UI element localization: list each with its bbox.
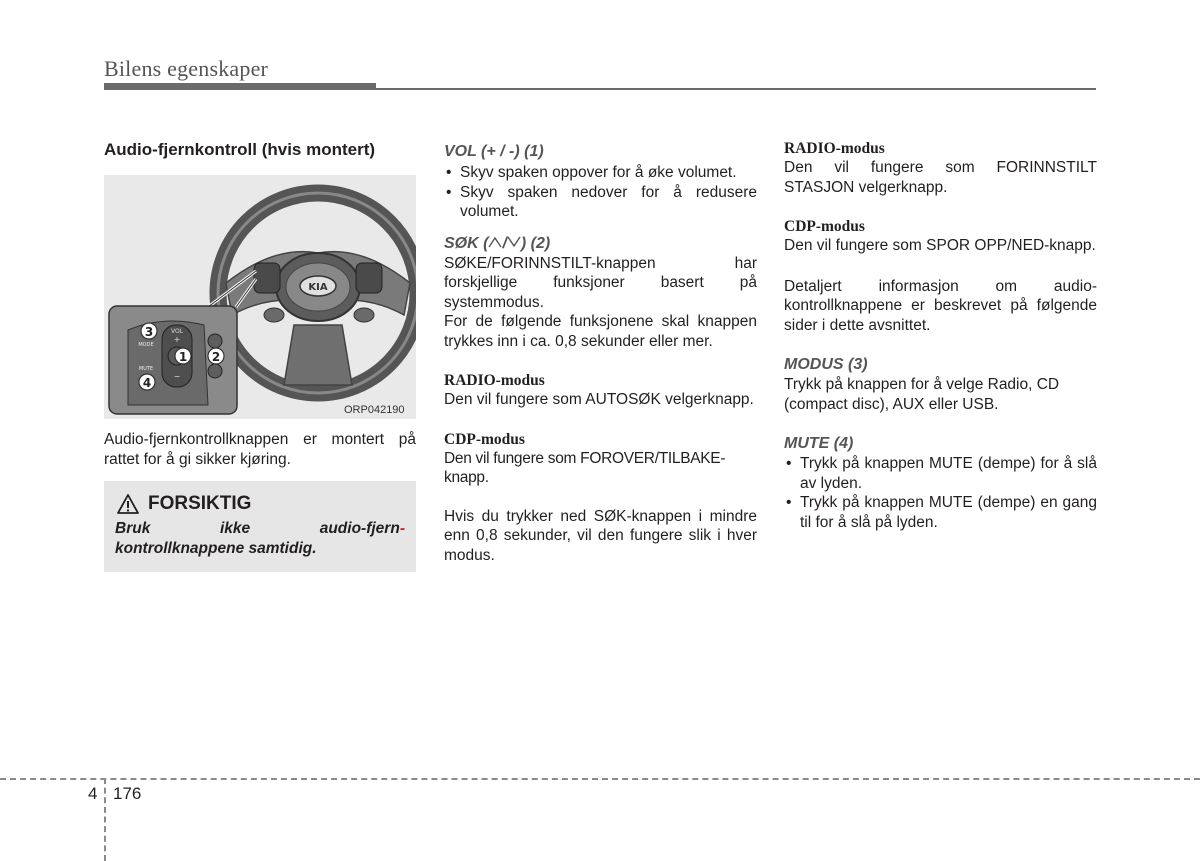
sok-heading: SØK ( / ) (2)	[444, 234, 551, 252]
list-item: • Trykk på knappen MUTE (dempe) for å slå av lyden.	[784, 454, 1097, 493]
short-press-text: Hvis du trykker ned SØK-knappen i mindre enn 0,8 sekunder, vil den fungere slik i hver modus.	[444, 507, 757, 564]
radio-mode-text-short: Den vil fungere som FORINNSTILT STASJON velgerknapp.	[784, 159, 1097, 196]
mode-switch-label: MODE	[138, 342, 154, 348]
section-title: Audio-fjernkontroll (hvis montert)	[104, 140, 376, 159]
header-title: Bilens egenskaper	[104, 56, 269, 81]
sok-paragraph-1: SØKE/FORINNSTILT-knappen har forskjellige funksjoner basert på systemmodus.	[444, 254, 757, 311]
vol-switch-label: VOL	[170, 328, 184, 335]
detail-text: Detaljert informasjon om audio-kontrollknappene er beskrevet på følgende sider i dette avsnittet.	[784, 277, 1097, 334]
svg-text:4: 4	[142, 376, 152, 390]
caution-box	[104, 481, 416, 572]
svg-text:KIA: KIA	[308, 282, 328, 293]
header-rule	[376, 88, 1096, 90]
caution-text: Bruk ikke audio-fjern- kontrollknappene samtidig.	[115, 520, 405, 557]
svg-text:2: 2	[211, 350, 221, 364]
warning-triangle-icon	[116, 493, 140, 515]
vol-bullets	[444, 163, 757, 222]
vol-plus-label: +	[173, 335, 181, 344]
page-number: 176	[113, 784, 142, 803]
caution-hyphen: -	[399, 520, 405, 537]
callout-3	[141, 323, 157, 339]
caution-title: FORSIKTIG	[148, 493, 252, 514]
vol-minus-label: −	[173, 372, 181, 381]
svg-text:3: 3	[144, 325, 154, 339]
mute-bullets	[784, 454, 1097, 532]
steering-wheel-illustration	[104, 175, 416, 419]
cdp-mode-text: Den vil fungere som FOROVER/TILBAKE-knapp.	[444, 449, 726, 486]
radio-mode-heading: RADIO-modus	[444, 372, 545, 389]
list-item: • Trykk på knappen MUTE (dempe) en gang til for å slå på lyden.	[784, 493, 1097, 532]
radio-mode-text: Den vil fungere som AUTOSØK velgerknapp.	[444, 391, 754, 408]
sok-paragraph-2: For de følgende funksjonene skal knappen trykkes inn i ca. 0,8 sekunder eller mer.	[444, 313, 757, 350]
callout-1	[175, 348, 191, 364]
mute-heading: MUTE (4)	[784, 435, 854, 452]
intro-text: Audio-fjernkontrollknappen er montert på rattet for å gi sikker kjøring.	[104, 431, 416, 468]
list-item: • Skyv spaken nedover for å redusere volumet.	[444, 183, 757, 222]
chevron-down-icon	[507, 236, 521, 248]
column-2	[444, 143, 757, 565]
callout-2	[208, 348, 224, 364]
cdp-mode-heading: CDP-modus	[444, 430, 525, 448]
vol-heading: VOL (+ / -) (1)	[444, 143, 544, 160]
list-item: • Skyv spaken oppover for å øke volumet.	[444, 163, 757, 183]
chevron-up-icon	[488, 236, 502, 248]
callout-4	[139, 374, 155, 390]
mute-switch-label: MUTE	[138, 366, 154, 372]
footer-rule	[0, 778, 1200, 780]
figure-code: ORP042190	[344, 404, 405, 416]
svg-text:1: 1	[178, 350, 188, 364]
footer-divider	[104, 778, 106, 861]
modus-text: Trykk på knappen for å velge Radio, CD (compact disc), AUX eller USB.	[784, 376, 1060, 413]
radio-mode-heading-short: RADIO-modus	[784, 140, 885, 157]
chapter-number: 4	[88, 784, 98, 803]
cdp-mode-text-short: Den vil fungere som SPOR OPP/NED-knapp.	[784, 237, 1096, 254]
modus-heading: MODUS (3)	[784, 356, 868, 373]
column-3	[784, 140, 1097, 532]
cdp-mode-heading-short: CDP-modus	[784, 218, 865, 235]
header-bar	[104, 83, 376, 90]
steering-wheel-figure	[104, 175, 416, 419]
